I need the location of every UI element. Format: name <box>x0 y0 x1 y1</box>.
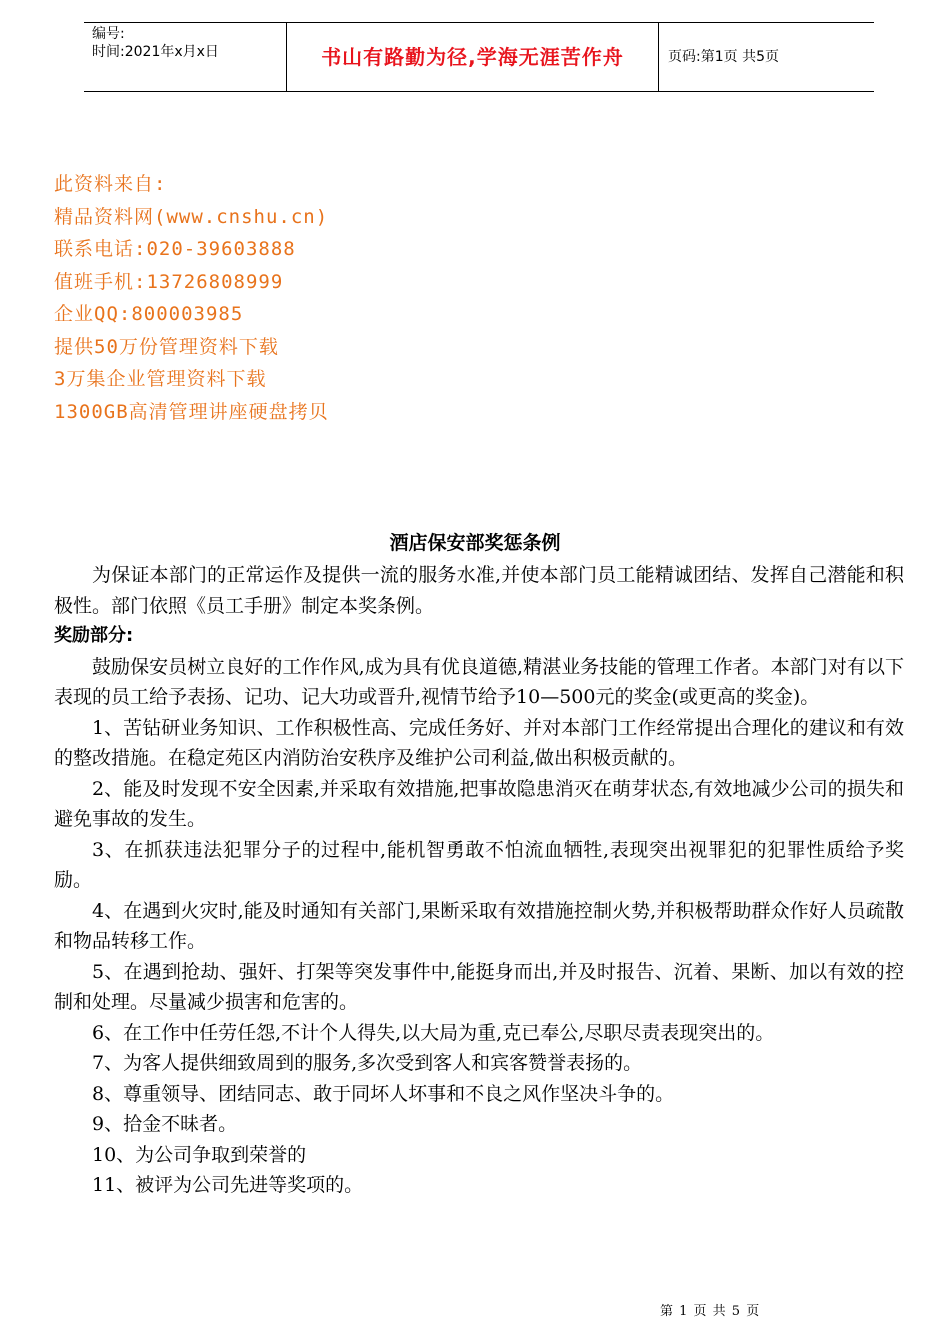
header-page-info: 页码:第1页 共5页 <box>668 49 779 65</box>
document-title: 酒店保安部奖惩条例 <box>389 532 561 554</box>
source-qq: 企业QQ:800003985 <box>54 303 244 325</box>
reward-item: 11、被评为公司先进等奖项的。 <box>92 1174 364 1196</box>
header-motto: 书山有路勤为径,学海无涯苦作舟 <box>321 45 624 69</box>
header-table <box>84 22 874 92</box>
time-label: 时间:2021年x月x日 <box>92 44 219 60</box>
reward-item: 2、能及时发现不安全因素,并采取有效措施,把事故隐患消灭在萌芽状态,有效地减少公司的损失和避免事故的发生。 <box>54 777 904 830</box>
document-body <box>54 560 904 1201</box>
page-footer: 第 1 页 共 5 页 <box>660 1304 761 1319</box>
source-line: 此资料来自: <box>54 173 167 195</box>
reward-item: 9、拾金不昧者。 <box>92 1113 238 1135</box>
reward-item: 5、在遇到抢劫、强奸、打架等突发事件中,能挺身而出,并及时报告、沉着、果断、加以有效的控制和处理。尽量减少损害和危害的。 <box>54 960 904 1013</box>
intro-paragraph: 为保证本部门的正常运作及提供一流的服务水准,并使本部门员工能精诚团结、发挥自己潜能和积极性。部门依照《员工手册》制定本奖条例。 <box>54 564 904 617</box>
source-line: 提供50万份管理资料下载 <box>54 335 279 358</box>
source-mobile: 值班手机:13726808999 <box>54 270 284 293</box>
reward-item: 4、在遇到火灾时,能及时通知有关部门,果断采取有效措施控制火势,并积极帮助群众作好人员疏散和物品转移工作。 <box>54 899 904 952</box>
reward-item: 10、为公司争取到荣誉的 <box>92 1143 307 1166</box>
source-phone: 联系电话:020-39603888 <box>54 238 296 260</box>
source-website: 精品资料网(www.cnshu.cn) <box>54 205 329 228</box>
reward-item: 7、为客人提供细致周到的服务,多次受到客人和宾客赞誉表扬的。 <box>92 1052 643 1074</box>
reward-item: 6、在工作中任劳任怨,不计个人得失,以大局为重,克已奉公,尽职尽责表现突出的。 <box>92 1021 775 1044</box>
reward-item: 8、尊重领导、团结同志、敢于同坏人坏事和不良之风作坚决斗争的。 <box>92 1082 675 1105</box>
reward-item: 3、在抓获违法犯罪分子的过程中,能机智勇敢不怕流血牺牲,表现突出视罪犯的犯罪性质给予奖励。 <box>54 838 904 891</box>
number-label: 编号: <box>92 26 125 42</box>
source-line: 3万集企业管理资料下载 <box>54 368 267 390</box>
header-divider <box>658 23 659 91</box>
section-intro-paragraph: 鼓励保安员树立良好的工作作风,成为具有优良道德,精湛业务技能的管理工作者。本部门对有以下表现的员工给予表扬、记功、记大功或晋升,视情节给予10—500元的奖金(或更高的奖金)。 <box>54 655 904 708</box>
reward-item: 1、苦钻研业务知识、工作积极性高、完成任务好、并对本部门工作经常提出合理化的建议和有效的整改措施。在稳定苑区内消防治安秩序及维护公司利益,做出积极贡献的。 <box>54 716 904 769</box>
header-meta <box>92 25 292 61</box>
section-heading: 奖励部分: <box>54 625 134 646</box>
source-line: 1300GB高清管理讲座硬盘拷贝 <box>54 400 329 423</box>
source-info-block <box>54 168 329 428</box>
